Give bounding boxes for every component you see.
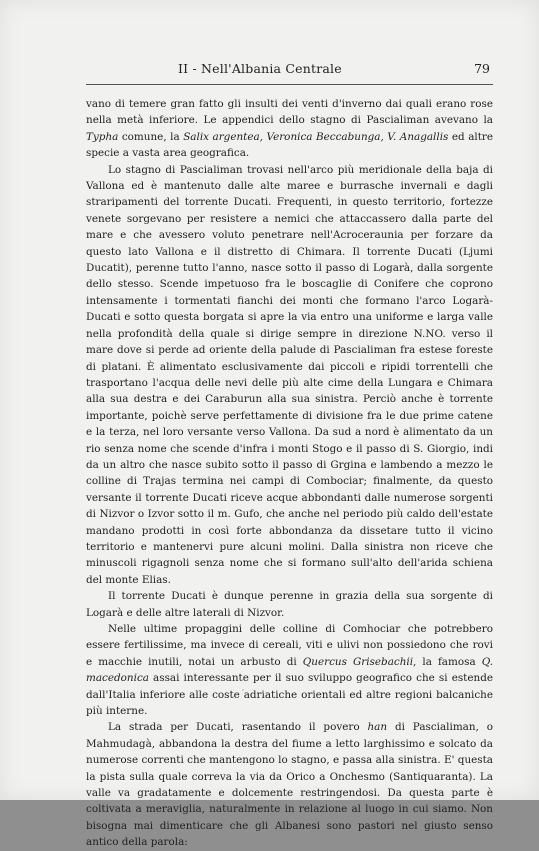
text-segment: La strada per Ducati, rasentando il povero: [108, 721, 368, 734]
text-segment: Lo stagno di Pascialiman trovasi nell'arco più meridionale della baja di Vallona ed è mantenuto dalle alte maree e burrasche invernali e dagli straripamenti del torrente Ducati. Frequenti, in questo territorio, fortezze venete sorgevano per resistere a nemici che attaccassero dalla parte del mare e che avessero voluto penetrare nell'Acroceraunia per forzare da questo lato Vallona e il distretto di Chimara. Il torrente Ducati (Ljumi Ducatit), perenne tutto l'anno, nasce sotto il passo di Logarà, dalla sorgente dello stesso. Scende impetuoso fra le boscaglie di Conifere che coprono intensamente i tormentati fianchi dei monti che formano l'arco Logarà-Ducati e sotto questa borgata si apre la via entro una uniforme e larga valle nella profondità della quale si dirige sempre in direzione N.NO. verso il mare dove si perde ad oriente della palude di Pascialiman fra estese foreste di platani. È alimentato esclusivamente dai piccoli e ripidi torrentelli che trasportano l'acqua delle nevi delle più alte cime della Lungara e Chimara alla sua destra e dei Caraburun alla sua sinistra. Perciò anche è torrente importante, poichè serve perfettamente di divisione fra le due prime catene e la terza, nel loro versante verso Vallona. Da sud a nord è alimentato da un rio senza nome che scende d'infra i monti Stogo e il passo di S. Giorgio, indi da un altro che nasce subito sotto il passo di Grgina e lambendo a mezzo le colline di Trajas termina nei campi di Combociar; finalmente, da questo versante il torrente Ducati riceve acque abbondanti dalle numerose sorgenti di Nizvor o Izvor sotto il m. Gufo, che anche nel periodo più caldo dell'estate mandano prodotti in così forte abbondanza da dissetare tutto il vicino territorio e mantenervi pure alcuni molini. Dalla sinistra non riceve che minuscoli rigagnoli senza nome che si formano sull'alto dell'arida schiena del monte Elias.: [86, 163, 493, 586]
text-segment: assai interessante per il suo sviluppo geografico che si estende dall'Italia inferiore alle coste adriatiche orientali ed altre regioni balcaniche più interne.: [86, 672, 493, 718]
text-segment: ed altre specie a vasta area geografica.: [86, 130, 494, 160]
text-segment: , la famosa: [413, 655, 482, 668]
header-rule: [86, 84, 493, 85]
paragraph-4: [86, 621, 493, 719]
paragraph-1: [86, 96, 493, 162]
body-text: [86, 96, 493, 851]
italic-text-segment: Salix argentea, Veronica Beccabunga, V. Anagallis: [183, 130, 449, 143]
text-segment: di Pascialiman, o Mahmudagà, abbandona la destra del fiume a letto larghissimo e solcato da numerose correnti che mantengono lo stagno, e passa alla sinistra. E' questa la pista sulla quale correva la via da Orico a Onchesmo (Santiquaranta). La valle va gradatamente e dolcemente restringendosi. Da questa parte è coltivata a meraviglia, naturalmente in relazione al luogo in cui siamo. Non bisogna mai dimenticare che gli Albanesi sono pastori nel giusto senso antico della parola:: [86, 721, 494, 849]
italic-text-segment: Q. macedonica: [86, 655, 493, 685]
chapter-header-title: II - Nell'Albania Centrale: [178, 61, 342, 76]
scan-mark: [242, 689, 244, 691]
paragraph-3: [86, 588, 493, 621]
running-header: [86, 60, 493, 78]
italic-text-segment: Quercus Grisebachii: [302, 655, 414, 668]
italic-text-segment: han: [367, 721, 388, 734]
text-segment: Il torrente Ducati è dunque perenne in grazia della sua sorgente di Logarà e delle altre laterali di Nizvor.: [86, 590, 493, 619]
page-number: 79: [474, 61, 490, 76]
text-segment: comune, la: [118, 130, 184, 143]
text-segment: vano di temere gran fatto gli insulti dei venti d'inverno dai quali erano rose nella metà inferiore. Le appendici dello stagno di Pascialiman avevano la: [86, 98, 493, 127]
italic-text-segment: Typha: [86, 130, 119, 143]
paragraph-5: [86, 719, 493, 850]
text-segment: Nelle ultime propaggini delle colline di Comhociar che potrebbero essere fertilissime, ma invece di cereali, viti e ulivi non possiedono che rovi e macchie inutili, notai un arbusto di: [86, 623, 493, 668]
paragraph-2: [86, 162, 493, 589]
